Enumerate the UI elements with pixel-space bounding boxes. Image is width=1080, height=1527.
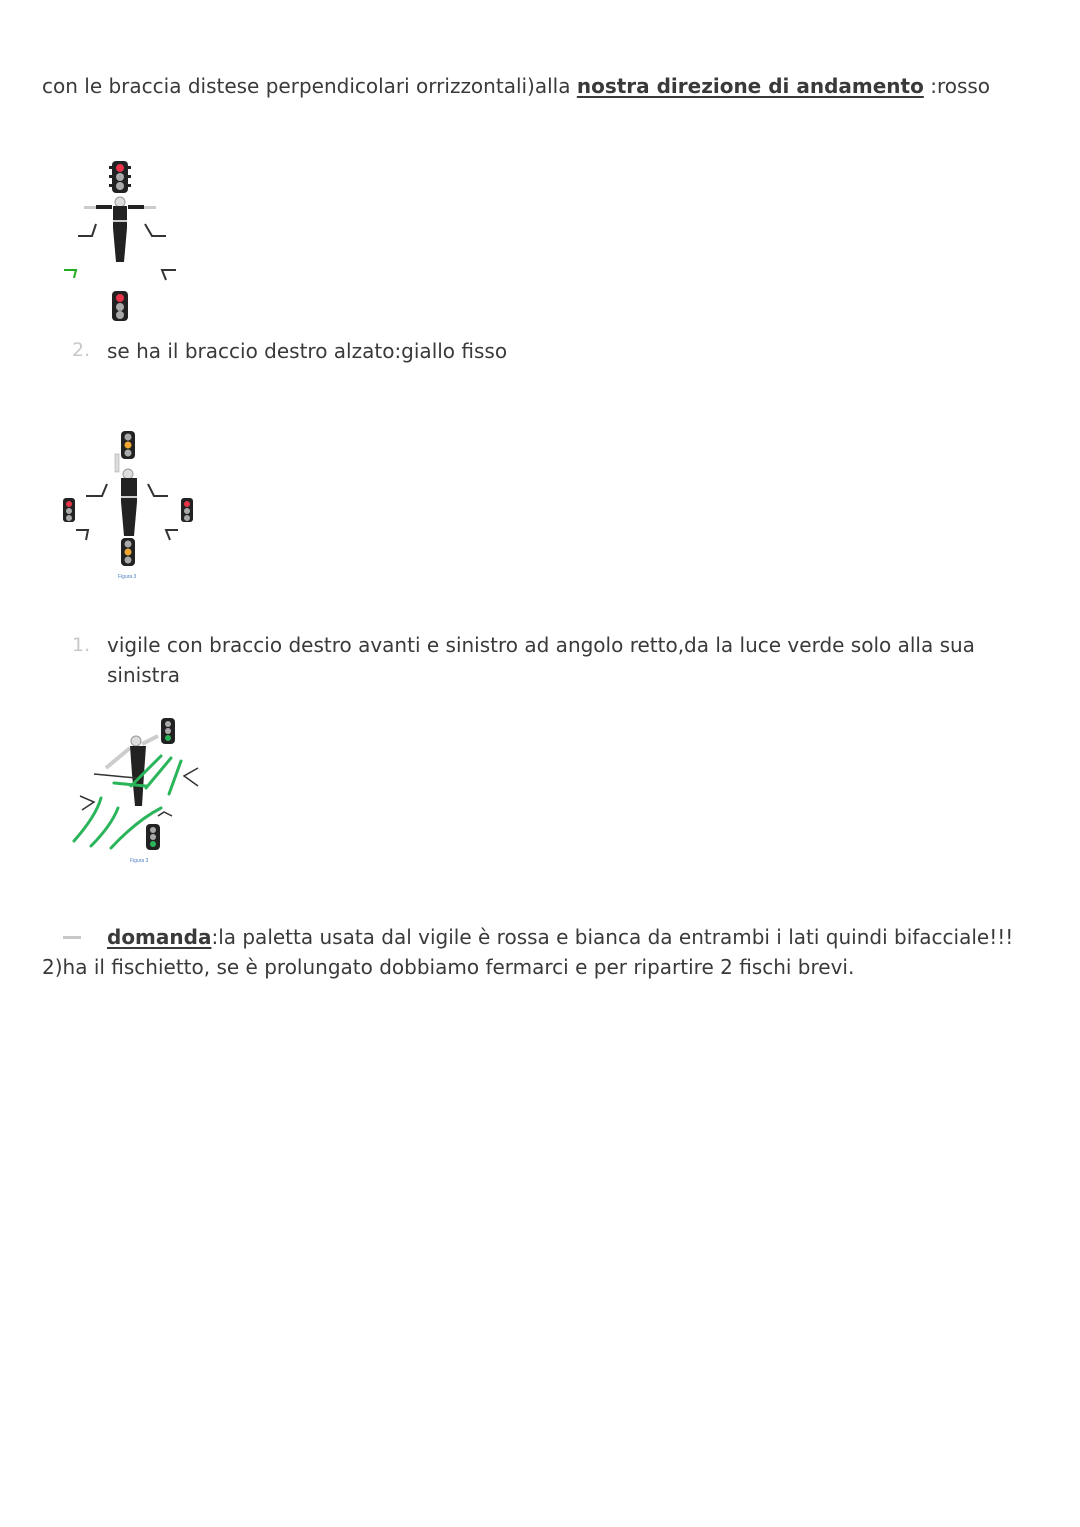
bullet-body: :la paletta usata dal vigile è rossa e bianca da entrambi i lati quindi bifacciale!!! bbox=[211, 925, 1014, 949]
figure-green bbox=[66, 716, 216, 866]
traffic-officer-green-illustration bbox=[66, 716, 216, 856]
figure-red-stop bbox=[60, 158, 190, 323]
bullet-text bbox=[107, 922, 1013, 952]
paragraph-1-suffix: :rosso bbox=[923, 74, 991, 98]
list-number-2: 2. bbox=[72, 339, 91, 361]
list-number-1: 1. bbox=[72, 634, 91, 656]
bullet-dash bbox=[63, 936, 81, 939]
figure-caption: Figura 3 bbox=[130, 858, 149, 864]
figure-caption: Figura 3 bbox=[118, 574, 137, 580]
paragraph-1-emphasis: nostra direzione di andamento bbox=[576, 74, 924, 98]
traffic-officer-yellow-illustration bbox=[58, 428, 208, 578]
figure-yellow bbox=[58, 428, 208, 588]
list-item-2-text: se ha il braccio destro alzato:giallo fisso bbox=[107, 339, 508, 363]
list-item-1-line-2: sinistra bbox=[107, 663, 180, 687]
list-item-1-line-1: vigile con braccio destro avanti e sinistro ad angolo retto,da la luce verde solo alla sua bbox=[107, 633, 975, 657]
paragraph-1-prefix: con le braccia distese perpendicolari orrizzontali)alla bbox=[42, 74, 577, 98]
bullet-emphasis: domanda bbox=[107, 925, 212, 949]
traffic-officer-red-illustration bbox=[60, 158, 190, 323]
paragraph-2: 2)ha il fischietto, se è prolungato dobbiamo fermarci e per ripartire 2 fischi brevi. bbox=[42, 955, 855, 979]
paragraph-1 bbox=[42, 71, 990, 101]
